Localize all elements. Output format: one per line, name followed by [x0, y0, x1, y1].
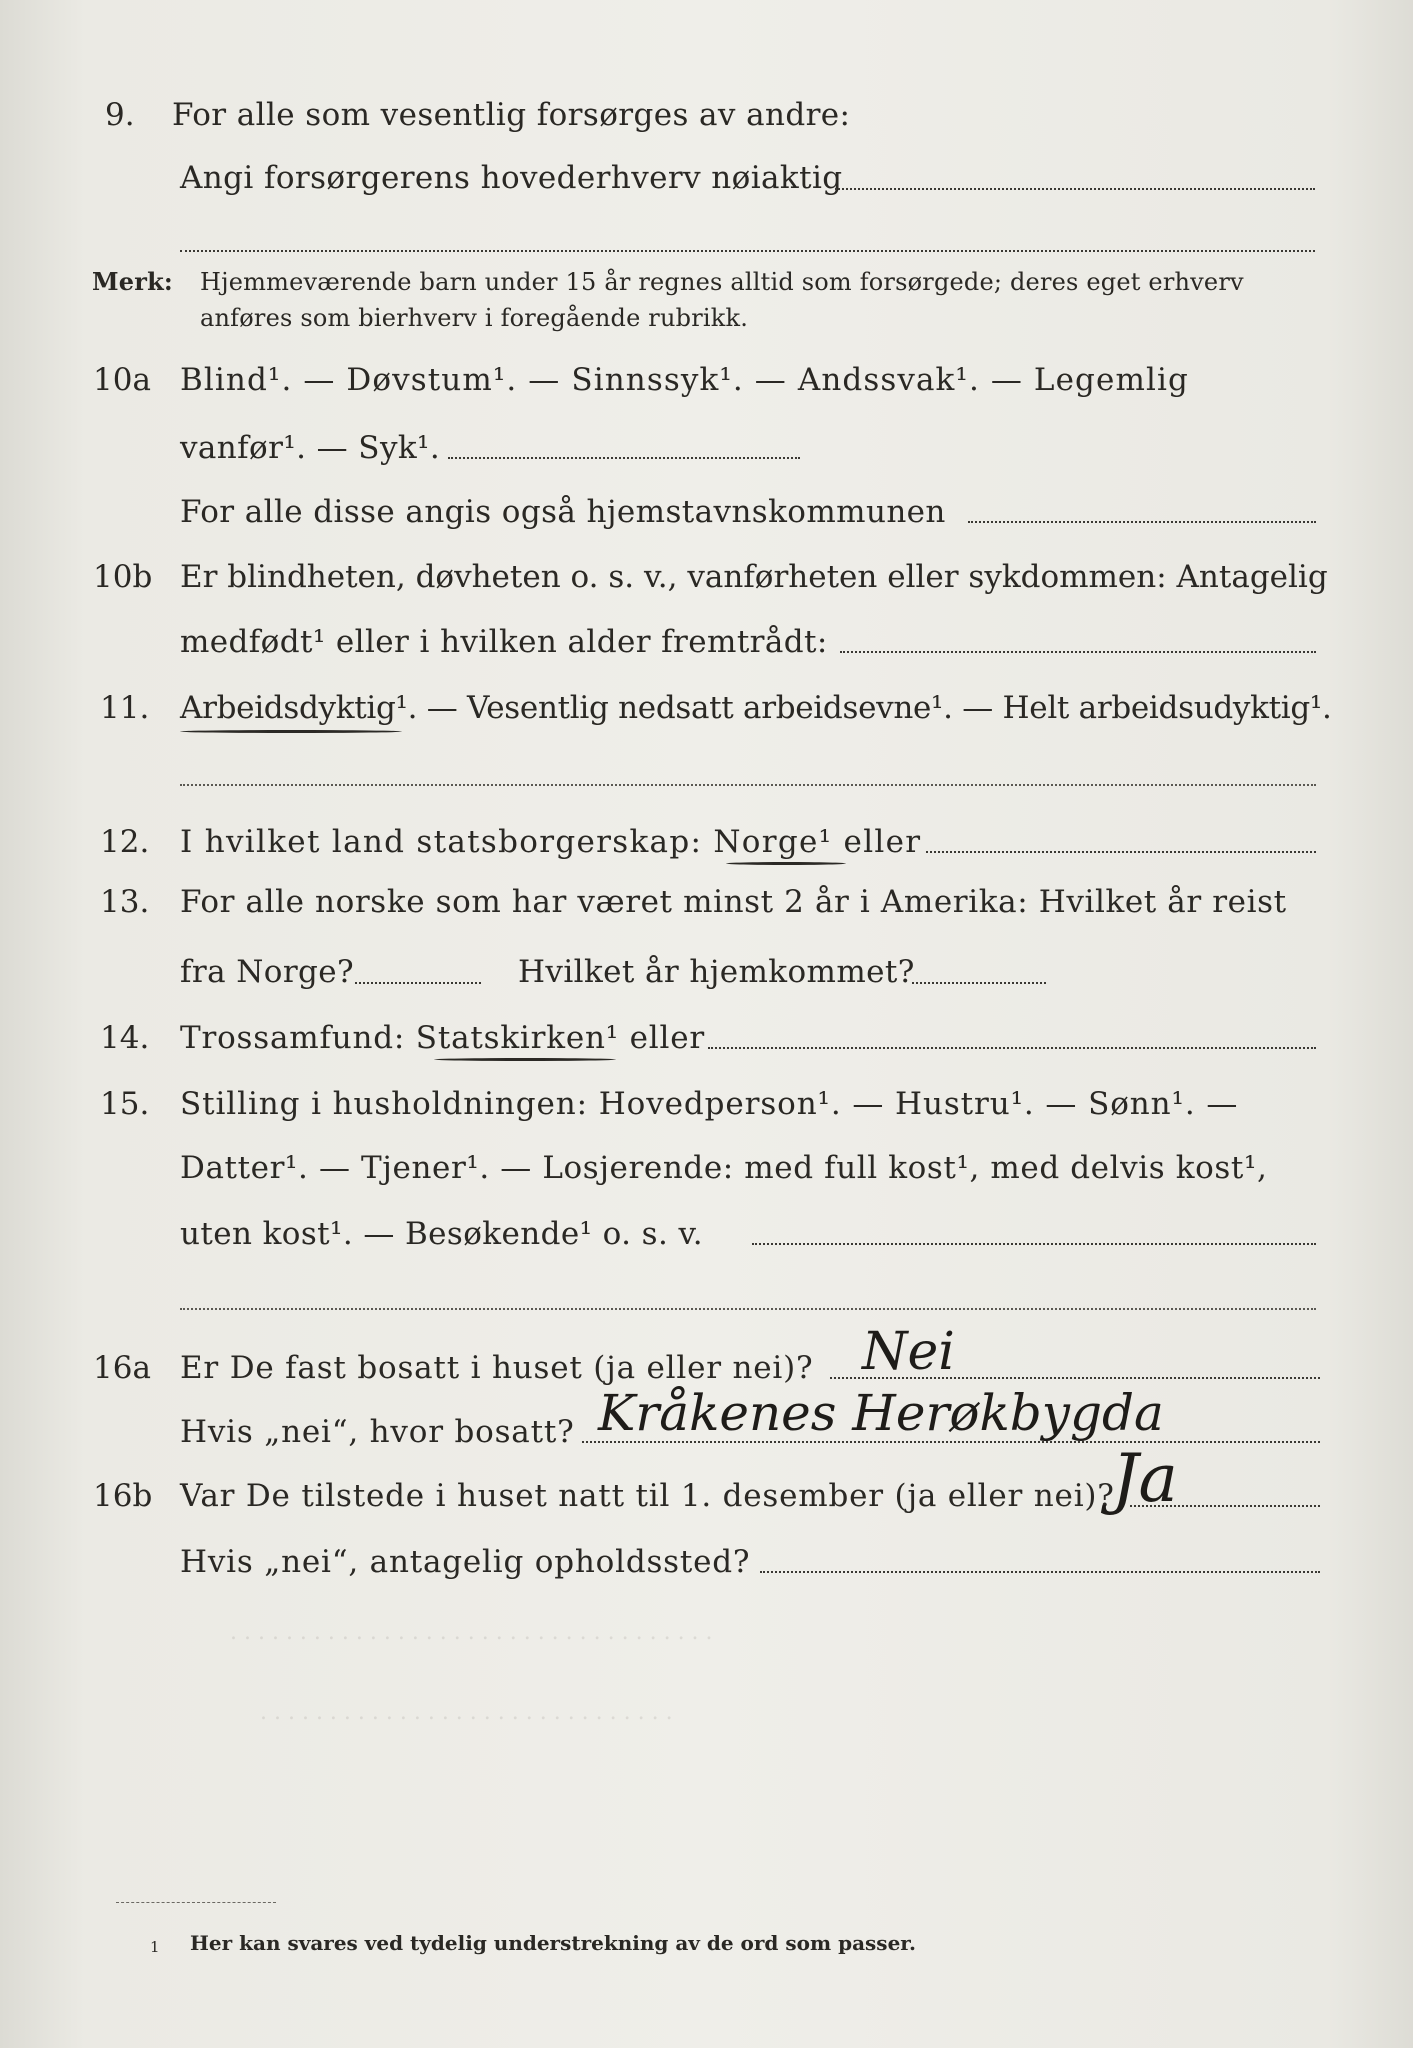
merk-label: Merk: — [92, 267, 173, 296]
q15-answer-line[interactable] — [752, 1243, 1316, 1245]
q16a-handwritten-bosatt: Kråkenes Herøkbygda — [598, 1384, 1164, 1442]
q12-line1: I hvilket land statsborgerskap: Norge¹ eller — [180, 824, 922, 860]
q14-line1: Trossamfund: Statskirken¹ eller — [180, 1020, 705, 1056]
q13-line1: For alle norske som har været minst 2 år i Amerika: Hvilket år reist — [180, 884, 1287, 920]
q11-handwritten-underline — [180, 730, 402, 733]
q9-answer-line[interactable] — [835, 188, 1315, 190]
merk-line2: anføres som bierhverv i foregående rubrikk. — [200, 304, 749, 332]
q16a-line2: Hvis „nei“, hvor bosatt? — [180, 1414, 575, 1450]
q13-number: 13. — [100, 884, 150, 920]
q15-line3: uten kost¹. — Besøkende¹ o. s. v. — [180, 1216, 703, 1252]
q16b-line2: Hvis „nei“, antagelig opholdssted? — [180, 1544, 751, 1580]
q16b-opholdssted-line[interactable] — [760, 1571, 1320, 1573]
q9-answer-line-2[interactable] — [180, 250, 1315, 252]
q9-line2: Angi forsørgerens hovederhverv nøiaktig — [180, 160, 843, 196]
footnote-divider — [116, 1902, 276, 1903]
q10a-line1: Blind¹. — Døvstum¹. — Sinnssyk¹. — Andssvak¹. — Legemlig — [180, 362, 1189, 398]
q12-number: 12. — [100, 824, 150, 860]
q10a-hjemstavn-line[interactable] — [968, 521, 1316, 523]
q10a-answer-line[interactable] — [448, 457, 800, 459]
q9-line1: For alle som vesentlig forsørges av andre: — [172, 97, 851, 133]
q14-number: 14. — [100, 1020, 150, 1056]
q16b-handwritten-answer: Ja — [1112, 1440, 1178, 1517]
q11-line1: Arbeidsdyktig¹. — Vesentlig nedsatt arbeidsevne¹. — Helt arbeidsudyktig¹. — [180, 690, 1332, 726]
merk-line1: Hjemmeværende barn under 15 år regnes alltid som forsørgede; deres eget erhverv — [200, 268, 1244, 296]
q10a-line3: For alle disse angis også hjemstavnskommunen — [180, 494, 946, 530]
q10a-number: 10a — [93, 362, 151, 398]
q14-handwritten-underline — [434, 1058, 616, 1061]
q15-line2: Datter¹. — Tjener¹. — Losjerende: med full kost¹, med delvis kost¹, — [180, 1150, 1268, 1186]
q14-answer-line[interactable] — [708, 1047, 1316, 1049]
q13-reist-line[interactable] — [355, 982, 481, 984]
q10b-answer-line[interactable] — [840, 651, 1316, 653]
q11-number: 11. — [100, 690, 150, 726]
q13-hjemkommet-line[interactable] — [912, 982, 1046, 984]
q10b-line2: medfødt¹ eller i hvilken alder fremtrådt: — [180, 624, 828, 660]
footnote-mark: 1 — [150, 1938, 160, 1956]
q13-line2b: Hvilket år hjemkommet? — [518, 954, 915, 990]
footnote-text: Her kan svares ved tydelig understrekning av de ord som passer. — [190, 1931, 916, 1955]
bleed-through-text: . . . . . . . . . . . . . . . . . . . . . . . . . . . . . . . . . . . — [230, 1620, 713, 1645]
q9-number: 9. — [105, 97, 135, 133]
q16a-handwritten-answer: Nei — [862, 1322, 955, 1382]
q12-handwritten-underline — [726, 862, 846, 865]
q16b-line1: Var De tilstede i huset natt til 1. desember (ja eller nei)? — [180, 1478, 1115, 1514]
bleed-through-text: . . . . . . . . . . . . . . . . . . . . . . . . . . . . . . — [260, 1700, 673, 1725]
q13-line2a: fra Norge? — [180, 954, 355, 990]
q12-answer-line[interactable] — [926, 851, 1316, 853]
q15-line1: Stilling i husholdningen: Hovedperson¹. — Hustru¹. — Sønn¹. — — [180, 1086, 1239, 1122]
q16a-number: 16a — [93, 1350, 151, 1386]
q15-answer-line-2[interactable] — [180, 1308, 1316, 1310]
q16b-number: 16b — [93, 1478, 153, 1514]
q10b-line1: Er blindheten, døvheten o. s. v., vanførheten eller sykdommen: Antagelig — [180, 559, 1328, 595]
q10b-number: 10b — [93, 559, 153, 595]
q11-answer-line[interactable] — [180, 784, 1316, 786]
q16a-line1: Er De fast bosatt i huset (ja eller nei)? — [180, 1350, 814, 1386]
q10a-line2: vanfør¹. — Syk¹. — [180, 430, 441, 466]
q15-number: 15. — [100, 1086, 150, 1122]
